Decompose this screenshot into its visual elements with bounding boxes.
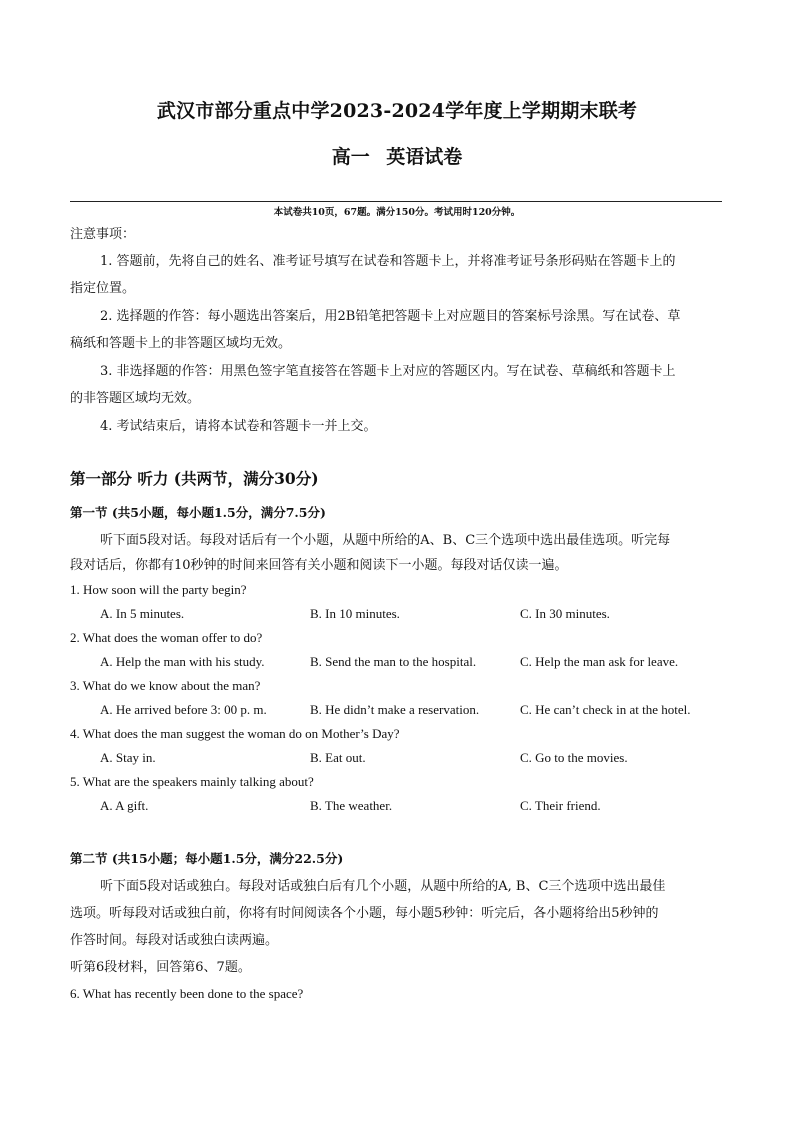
notice-item-4: 4. 考试结束后，请将本试卷和答题卡一并上交。 <box>100 419 377 434</box>
section2-instruction-line-2: 选项。听每段对话或独白前，你将有时间阅读各个小题，每小题5秒钟：听完后，各小题将给出5秒钟的 <box>70 906 659 921</box>
option-c: C. Go to the movies. <box>520 750 628 765</box>
part1-heading-text: 第一部分 听力 (共两节，满分30分) <box>70 469 319 488</box>
notice-section <box>70 222 725 439</box>
question-2: 2. What does the woman offer to do? <box>70 630 263 645</box>
notice-item-3-line-1: 3. 非选择题的作答：用黑色签字笔直接答在答题卡上对应的答题区内。写在试卷、草稿纸和答题卡上 <box>100 364 676 379</box>
option-b: B. Send the man to the hospital. <box>310 654 477 669</box>
question-3: 3. What do we know about the man? <box>70 678 261 693</box>
option-a: A. Help the man with his study. <box>100 654 265 669</box>
option-c: C. Their friend. <box>520 798 601 813</box>
option-a: A. In 5 minutes. <box>100 606 185 621</box>
question-1-options <box>70 602 725 626</box>
question-3-options <box>70 698 725 722</box>
question-4: 4. What does the man suggest the woman do on Mother’s Day? <box>70 726 400 741</box>
option-a: A. Stay in. <box>100 750 156 765</box>
notice-item-2-line-1: 2. 选择题的作答：每小题选出答案后，用2B铅笔把答题卡上对应题目的答案标号涂黑。写在试卷、草 <box>100 309 681 324</box>
notice-heading: 注意事项： <box>70 227 136 242</box>
notice-item-3-line-2: 的非答题区域均无效。 <box>70 391 201 406</box>
option-b: B. In 10 minutes. <box>310 606 400 621</box>
notice-item-1-line-1: 1. 答题前，先将自己的姓名、准考证号填写在试卷和答题卡上，并将准考证号条形码贴在答题卡上的 <box>100 254 676 269</box>
notice-item-1-line-2: 指定位置。 <box>70 281 136 296</box>
option-a: A. A gift. <box>100 798 149 813</box>
exam-subtitle: 高一 英语试卷 <box>331 146 463 168</box>
header-divider <box>70 201 722 202</box>
question-4-options <box>70 746 725 770</box>
question-5-options <box>70 794 725 818</box>
section2-instruction-line-1: 听下面5段对话或独白。每段对话或独白后有几个小题，从题中所给的A, B、C三个选项中选出最佳 <box>100 879 666 894</box>
exam-title: 武汉市部分重点中学2023-2024学年度上学期期末联考 <box>156 100 638 122</box>
section1-instruction-line-2: 段对话后，你都有10秒钟的时间来回答有关小题和阅读下一小题。每段对话仅读一遍。 <box>70 558 568 573</box>
question-5: 5. What are the speakers mainly talking about? <box>70 774 314 789</box>
section1-instruction-line-1: 听下面5段对话。每段对话后有一个小题，从题中所给的A、B、C三个选项中选出最佳选项。听完每 <box>100 533 671 548</box>
option-c: C. In 30 minutes. <box>520 606 610 621</box>
option-c: C. He can’t check in at the hotel. <box>520 702 691 717</box>
question-1: 1. How soon will the party begin? <box>70 582 247 597</box>
section2 <box>70 846 725 1006</box>
material-note: 听第6段材料，回答第6、7题。 <box>70 960 251 975</box>
question-6: 6. What has recently been done to the space? <box>70 986 304 1001</box>
option-b: B. The weather. <box>310 798 393 813</box>
option-c: C. Help the man ask for leave. <box>520 654 679 669</box>
section2-heading: 第二节 (共15小题；每小题1.5分，满分22.5分) <box>70 851 344 866</box>
option-b: B. Eat out. <box>310 750 366 765</box>
part1-heading <box>70 466 725 491</box>
notice-item-2-line-2: 稿纸和答题卡上的非答题区域均无效。 <box>70 336 292 351</box>
option-a: A. He arrived before 3: 00 p. m. <box>100 702 267 717</box>
section2-instruction-line-3: 作答时间。每段对话或独白读两遍。 <box>70 933 279 948</box>
question-2-options <box>70 650 725 674</box>
section1-heading: 第一节 (共5小题，每小题1.5分，满分7.5分) <box>70 505 326 520</box>
option-b: B. He didn’t make a reservation. <box>310 702 480 717</box>
exam-meta: 本试卷共10页，67题。满分150分。考试用时120分钟。 <box>273 207 521 218</box>
section1 <box>70 500 725 818</box>
